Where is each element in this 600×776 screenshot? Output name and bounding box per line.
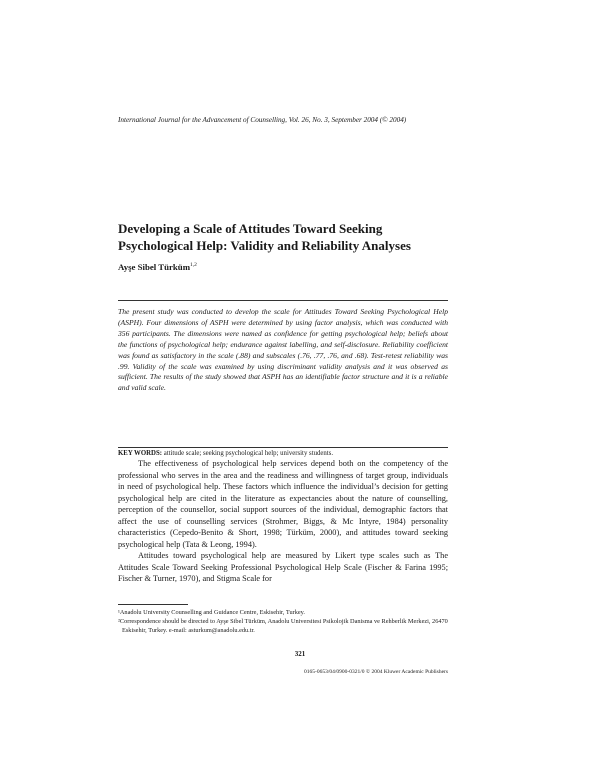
author-affiliation-marker: 1,2 <box>190 262 197 269</box>
keywords <box>118 450 448 457</box>
footnotes <box>118 608 448 635</box>
article-title: Developing a Scale of Attitudes Toward Seeking Psychological Help: Validity and Reliability Analyses <box>118 221 411 253</box>
copyright-line: 0165-0653/04/0900-0321/0 © 2004 Kluwer Academic Publishers <box>304 669 448 675</box>
body-paragraph-1: The effectiveness of psychological help services depend both on the competency of the professional who serves in the area and the readiness and willingness of target group, individuals in need of psychological help. These factors which influence the individual’s decision for getting psychological help are cited in the literature as expectancies about the nature of counselling, perception of the counsellor, social support sources of the individual, demographic factors that affect the use of counselling services (Strohmer, Biggs, & Mc Intyre, 1984) personality characteristics (Cepedo-Benito & Short, 1998; Türküm, 2000), and attitudes toward seeking psychological help (Tata & Leong, 1994). <box>118 459 448 549</box>
body-text <box>118 458 448 585</box>
footnote-2: ²Correspondence should be directed to Ayşe Sibel Türküm, Anadolu Universitesi Psikolojik Danisma ve Rehberlik Merkezi, 26470 Eskisehir, Turkey. e-mail: asturkum@anadolu.edu.tr. <box>118 618 448 634</box>
author-line <box>118 262 197 272</box>
body-paragraph-2: Attitudes toward psychological help are measured by Likert type scales such as The Attitudes Scale Toward Seeking Professional Psychological Help Scale (Fischer & Farina 1995; Fischer & Turner, 1970), and Stigma Scale for <box>118 551 448 583</box>
journal-citation: International Journal for the Advancement of Counselling, Vol. 26, No. 3, September 2004 (© 2004) <box>118 116 407 124</box>
abstract-bottom-rule <box>118 447 448 448</box>
author-name: Ayşe Sibel Türküm <box>118 262 191 272</box>
footnote-rule <box>118 604 188 605</box>
abstract-text: The present study was conducted to develop the scale for Attitudes Toward Seeking Psychological Help (ASPH). Four dimensions of ASPH were determined by using factor analysis, which was conducted with 356 participants. The dimensions were named as confidence for getting psychological help; beliefs about the functions of psychological help; endurance against labelling, and self-disclosure. Reliability coefficient was found as satisfactory in the scale (.88) and subscales (.76, .77, .76, and .68). Test-retest reliability was .99. Validity of the scale was examined by using discriminant validity analysis and it was observed as sufficient. The results of the study showed that ASPH has an identifiable factor structure and it is a reliable and valid scale. <box>118 307 448 393</box>
keywords-list: attitude scale; seeking psychological help; university students. <box>163 450 334 457</box>
keywords-label: KEY WORDS: <box>118 450 162 457</box>
abstract-top-rule <box>118 300 448 301</box>
footnote-1: ¹Anadolu University Counselling and Guidance Centre, Eskisehir, Turkey. <box>118 609 305 616</box>
page-number: 321 <box>294 650 306 658</box>
